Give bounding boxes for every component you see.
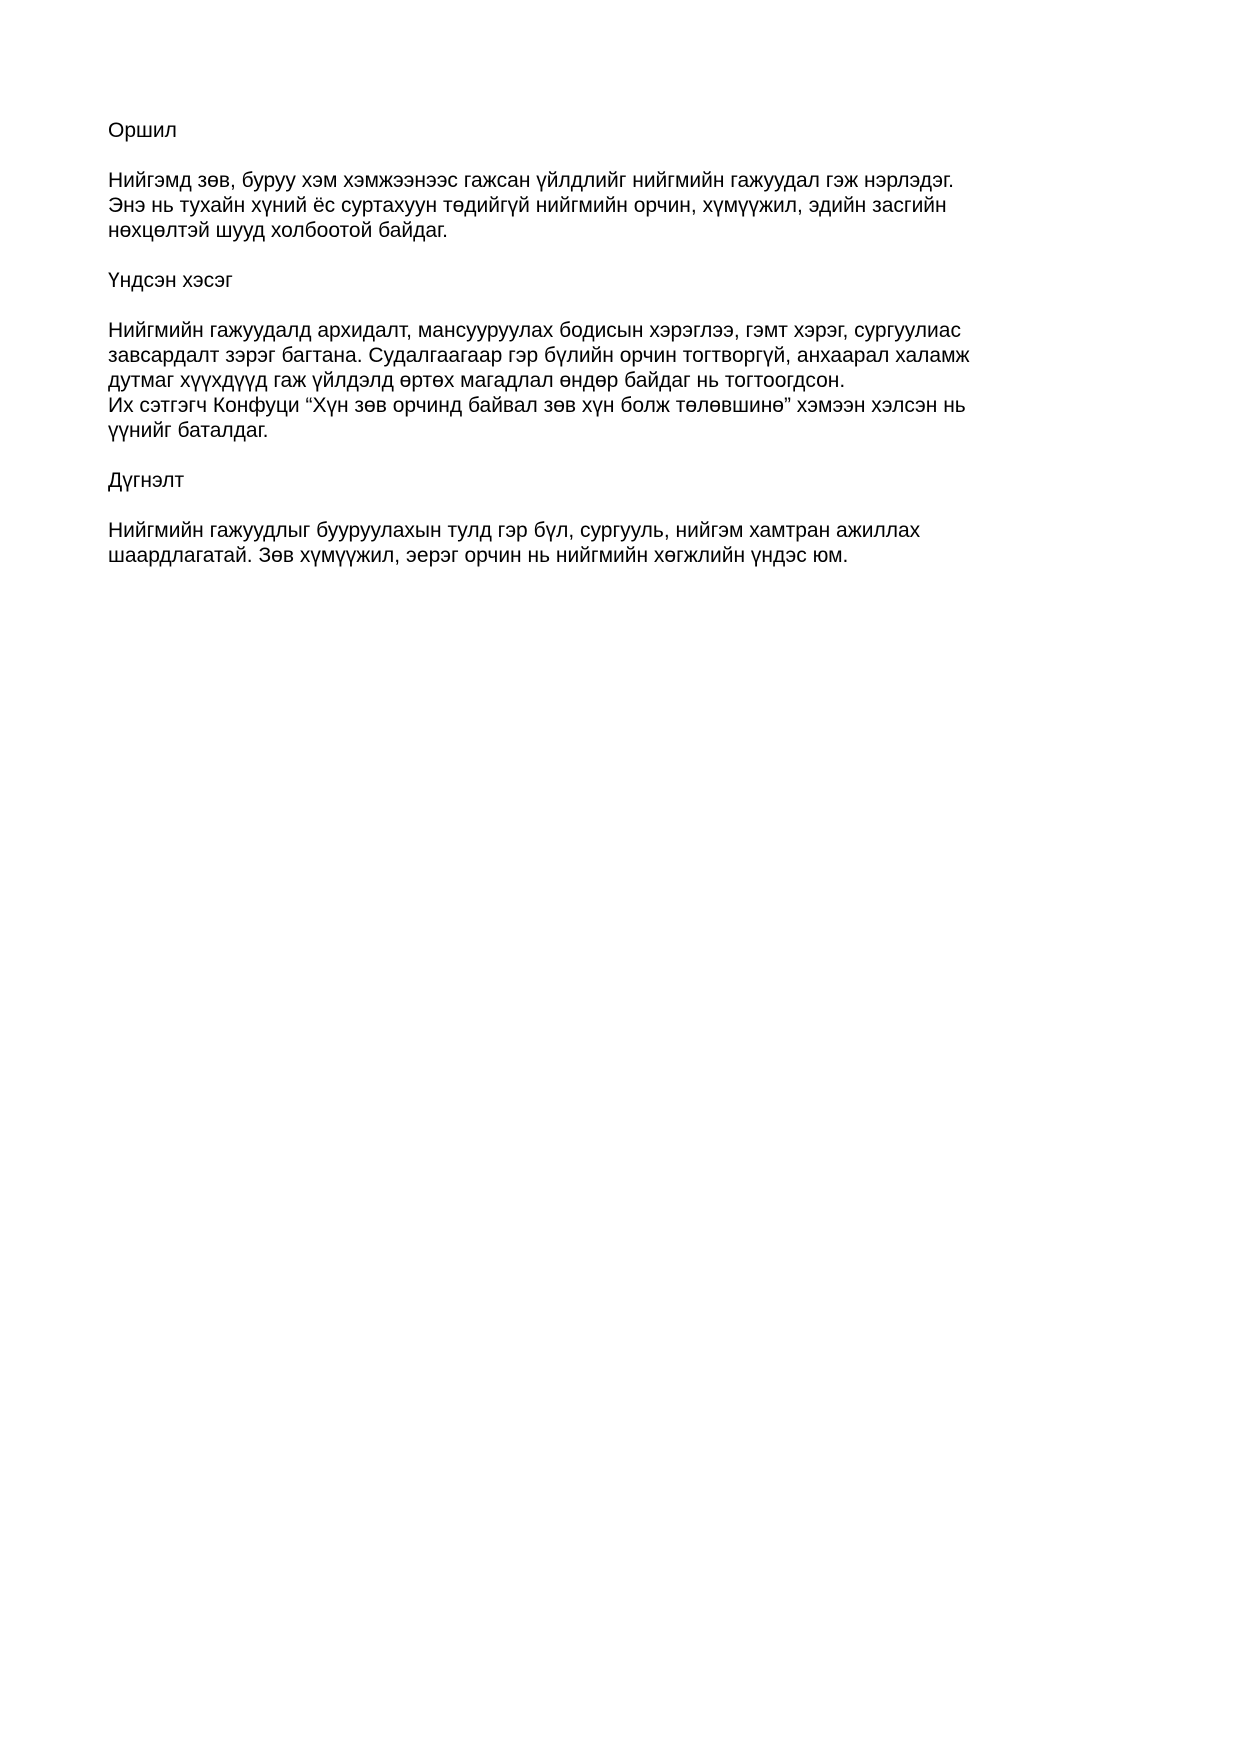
paragraph-line: Нийгмийн гажуудлыг бууруулахын тулд гэр бүл, сургууль, нийгэм хамтран ажиллах bbox=[108, 519, 921, 542]
paragraph-line: шаардлагатай. Зөв хүмүүжил, эерэг орчин нь нийгмийн хөгжлийн үндэс юм. bbox=[108, 544, 849, 567]
section-heading-conclusion: Дүгнэлт bbox=[108, 469, 185, 492]
paragraph-main-body bbox=[108, 318, 1141, 443]
section-main-body bbox=[108, 268, 1141, 443]
paragraph-line: завсардалт зэрэг багтана. Судалгаагаар гэр бүлийн орчин тогтворгүй, анхаарал халамж bbox=[108, 344, 970, 367]
section-introduction bbox=[108, 118, 1141, 243]
section-heading-introduction: Оршил bbox=[108, 119, 177, 142]
paragraph-conclusion bbox=[108, 518, 1141, 568]
paragraph-line: Нийгмийн гажуудалд архидалт, мансууруулах бодисын хэрэглээ, гэмт хэрэг, сургуулиас bbox=[108, 319, 961, 342]
paragraph-line: дутмаг хүүхдүүд гаж үйлдэлд өртөх магадлал өндөр байдаг нь тогтоогдсон. bbox=[108, 369, 846, 392]
paragraph-line: үүнийг баталдаг. bbox=[108, 419, 269, 442]
paragraph-introduction bbox=[108, 168, 1141, 243]
section-conclusion bbox=[108, 468, 1141, 568]
paragraph-line: нөхцөлтэй шууд холбоотой байдаг. bbox=[108, 219, 448, 242]
paragraph-line: Энэ нь тухайн хүний ёс суртахуун төдийгүй нийгмийн орчин, хүмүүжил, эдийн засгийн bbox=[108, 194, 947, 217]
paragraph-line: Нийгэмд зөв, буруу хэм хэмжээнээс гажсан үйлдлийг нийгмийн гажуудал гэж нэрлэдэг. bbox=[108, 169, 954, 192]
paragraph-line: Их сэтгэгч Конфуци “Хүн зөв орчинд байвал зөв хүн болж төлөвшинө” хэмээн хэлсэн нь bbox=[108, 394, 966, 417]
section-heading-main-body: Үндсэн хэсэг bbox=[108, 269, 233, 292]
